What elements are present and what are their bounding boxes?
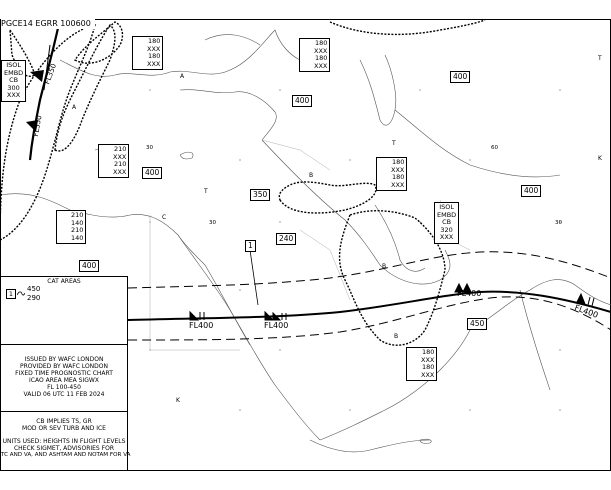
tropopause-height: 350 <box>250 189 270 201</box>
pressure-label: T <box>204 188 208 195</box>
pressure-label: K <box>176 397 180 404</box>
notes-line: UNITS USED: HEIGHTS IN FLIGHT LEVELS <box>2 438 126 445</box>
cat-marker-line <box>250 250 258 305</box>
cat-legend-top: 450 <box>27 285 41 293</box>
tropopause-height: 450 <box>467 318 487 330</box>
cb-left-line: 300 <box>7 83 20 92</box>
cat-legend-title: CAT AREAS <box>47 278 81 285</box>
grid-label: 30 <box>209 220 216 226</box>
pressure-label: T <box>392 140 396 147</box>
grid-label: 60 <box>491 145 498 151</box>
turb-value: 180 <box>421 348 435 356</box>
turb-box <box>299 38 330 72</box>
info-line: PROVIDED BY WAFC LONDON <box>19 363 108 370</box>
tropopause-height: 400 <box>142 167 162 179</box>
tropopause-height: 400 <box>79 260 99 272</box>
pressure-label: A <box>72 104 77 111</box>
tropopause-height: 400 <box>521 185 541 197</box>
notes-line: MOD OR SEV TURB AND ICE <box>22 425 106 432</box>
jet-fl350-label: FL350 <box>31 114 44 138</box>
cat-legend-number: 1 <box>6 289 16 299</box>
cb-left-line: ISOL <box>6 61 21 69</box>
jet-fl350-label: FL350 <box>43 62 59 86</box>
turb-value: 180 <box>391 158 405 166</box>
chart-header: PGCE14 EGRR 100600 <box>1 19 95 29</box>
pressure-label: A <box>180 73 185 80</box>
turb-value: 180 <box>147 52 161 60</box>
cb-box-right <box>434 202 459 244</box>
turb-value: XXX <box>147 59 161 68</box>
turb-value: 140 <box>71 218 84 227</box>
jet-label: FL400 <box>264 321 289 330</box>
tropopause-height: 400 <box>450 71 470 83</box>
turb-value: XXX <box>391 165 405 174</box>
turb-value: XXX <box>314 61 328 70</box>
chart-info-panel <box>0 344 128 412</box>
cat-legend-bottom: 290 <box>27 294 41 302</box>
turb-value: XXX <box>421 355 435 364</box>
turb-value: XXX <box>147 44 161 53</box>
turb-value: XXX <box>314 46 328 55</box>
jet-wind-barbs <box>190 284 594 320</box>
jet-label: FL400 <box>189 321 214 330</box>
cb-right-line: XXX <box>439 233 454 241</box>
turb-value: 140 <box>71 233 84 242</box>
pressure-label: C <box>162 214 167 221</box>
tropopause-height: 400 <box>292 95 312 107</box>
cb-right-line: ISOL <box>439 203 454 211</box>
notes-line: TC AND VA, AND ASHTAM AND NOTAM FOR VA <box>1 452 131 458</box>
jet-label: FL400 <box>457 289 482 298</box>
cb-right-line: EMBD <box>437 210 457 219</box>
tropopause-low: 240 <box>276 233 296 245</box>
turb-value: XXX <box>113 167 127 176</box>
info-line: ICAO AREA MEA SIGWX <box>29 377 99 384</box>
pressure-label: B <box>309 172 314 179</box>
turb-value: 180 <box>391 173 405 181</box>
cat-legend-panel <box>0 276 128 345</box>
turb-box <box>56 210 86 244</box>
turb-box <box>406 347 437 381</box>
turb-value: XXX <box>391 180 405 189</box>
pressure-label: B <box>382 263 387 270</box>
info-line: FIXED TIME PROGNOSTIC CHART <box>15 370 113 377</box>
turb-value: 210 <box>113 145 127 153</box>
turb-box <box>132 36 163 70</box>
cb-right-line: 320 <box>440 225 453 234</box>
turb-value: 180 <box>421 363 435 371</box>
grid-label: 30 <box>555 220 562 226</box>
turb-value: 180 <box>147 37 161 45</box>
info-line: FL 100-450 <box>47 384 81 391</box>
turb-value: 210 <box>71 226 84 234</box>
pressure-label: K <box>598 155 602 162</box>
cb-box-left <box>1 60 26 102</box>
turb-value: XXX <box>421 370 435 379</box>
jet-label: FL400 <box>573 303 600 320</box>
turb-value: 180 <box>314 54 328 62</box>
turb-box <box>98 144 129 178</box>
cat-marker: 1 <box>245 240 256 252</box>
turb-value: 180 <box>314 39 328 47</box>
jet-boundary-upper <box>128 252 611 288</box>
cb-right-line: CB <box>442 218 452 226</box>
grid-dots <box>149 89 560 410</box>
cat-legend-symbol <box>17 291 25 297</box>
notes-line: CHECK SIGMET, ADVISORIES FOR <box>13 445 114 452</box>
turb-value: 210 <box>71 211 84 219</box>
turb-box <box>376 157 407 191</box>
chart-notes-panel <box>0 411 131 471</box>
pressure-label: T <box>598 55 602 62</box>
turb-value: XXX <box>113 152 127 161</box>
grid-label: 30 <box>146 145 153 151</box>
cb-left-line: CB <box>9 76 19 84</box>
cb-left-line: EMBD <box>4 68 24 77</box>
info-line: VALID 06 UTC 11 FEB 2024 <box>23 391 105 398</box>
jet-stream-fl350 <box>30 28 58 160</box>
pressure-label: B <box>394 333 399 340</box>
cb-left-line: XXX <box>6 91 21 99</box>
notes-line: CB IMPLIES TS, GR <box>36 418 92 425</box>
info-line: ISSUED BY WAFC LONDON <box>24 356 104 363</box>
turb-value: 210 <box>113 160 127 168</box>
